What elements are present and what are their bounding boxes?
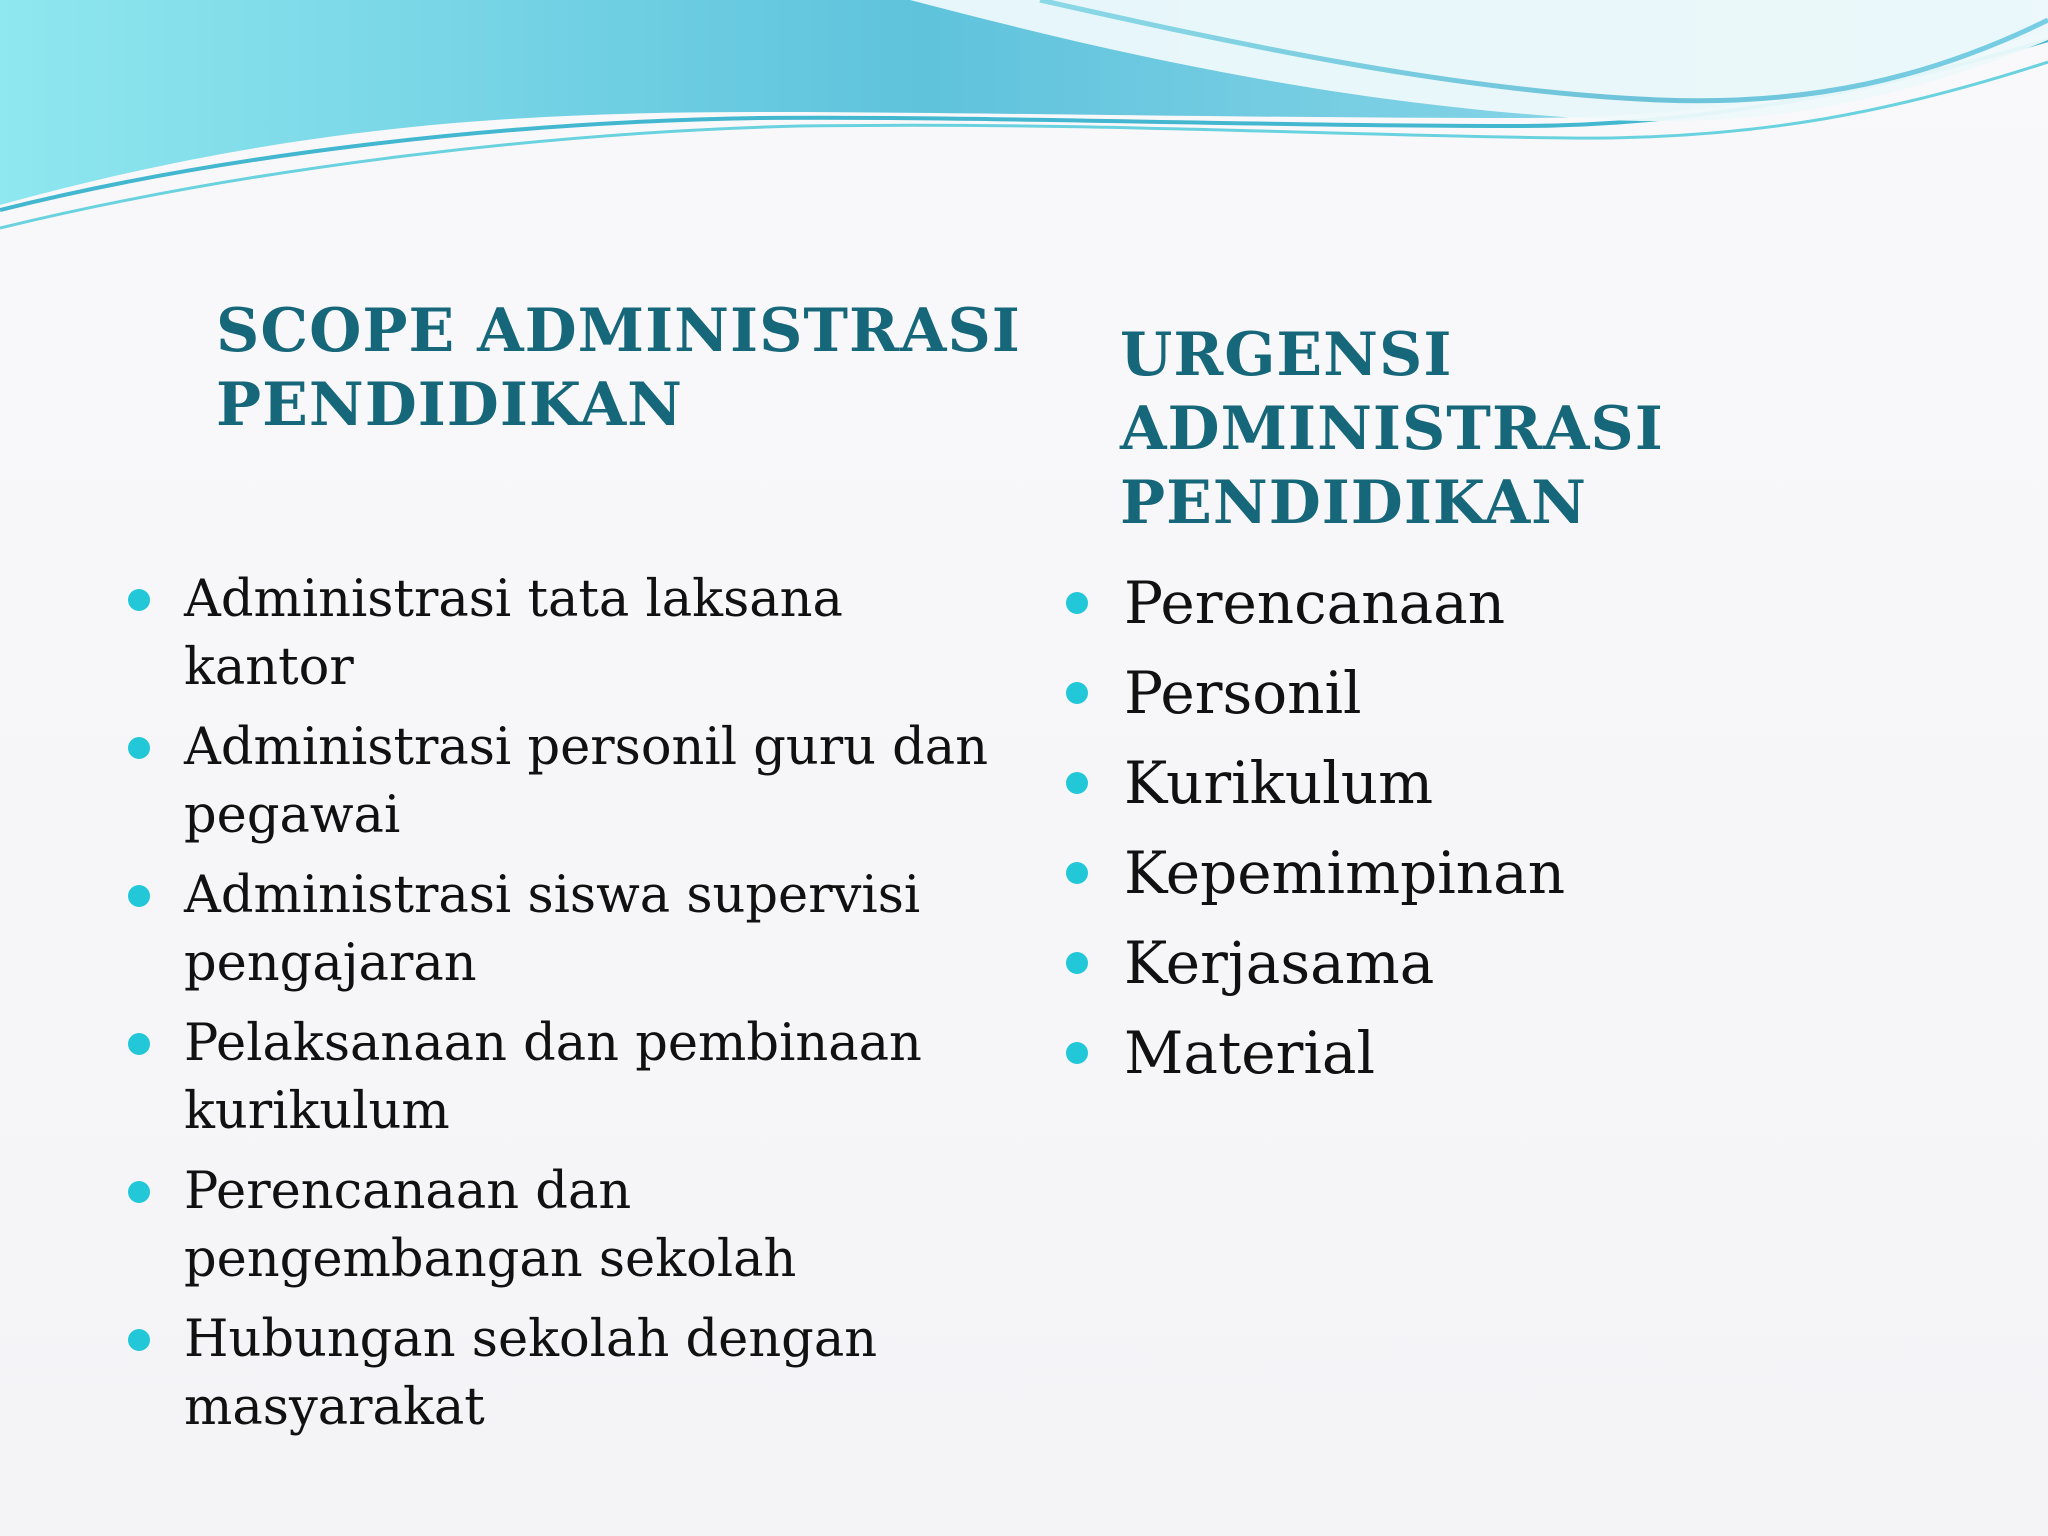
urgensi-item-text: Personil: [1124, 659, 1362, 727]
list-item: [128, 566, 1008, 702]
scope-item-text: Pelaksanaan dan pembinaan kurikulum: [184, 1014, 922, 1141]
list-item: [1066, 1014, 1946, 1092]
bullet-icon: [128, 589, 150, 611]
bullet-icon: [1066, 592, 1088, 614]
bullet-icon: [128, 1329, 150, 1351]
bullet-icon: [1066, 1042, 1088, 1064]
scope-item-text: Administrasi tata laksana kantor: [184, 570, 843, 697]
list-item: [128, 862, 1008, 998]
urgensi-heading: [1120, 318, 2000, 540]
list-item: [128, 1158, 1008, 1294]
list-item: [1066, 834, 1946, 912]
list-item: [1066, 654, 1946, 732]
bullet-icon: [128, 737, 150, 759]
bullet-icon: [128, 1033, 150, 1055]
urgensi-item-text: Kerjasama: [1124, 929, 1435, 997]
urgensi-heading-line-1: URGENSI ADMINISTRASI: [1120, 320, 1664, 464]
list-item: [1066, 564, 1946, 642]
urgensi-item-text: Kepemimpinan: [1124, 839, 1566, 907]
bullet-icon: [1066, 952, 1088, 974]
scope-item-text: Administrasi siswa supervisi pengajaran: [184, 866, 921, 993]
decorative-wave-banner: [0, 0, 2048, 240]
scope-item-text: Administrasi personil guru dan pegawai: [184, 718, 989, 845]
scope-heading-line-1: SCOPE ADMINISTRASI: [216, 296, 1021, 366]
scope-list: [128, 566, 1008, 1454]
urgensi-item-text: Kurikulum: [1124, 749, 1434, 817]
list-item: [128, 1306, 1008, 1442]
scope-item-text: Hubungan sekolah dengan masyarakat: [184, 1310, 878, 1437]
scope-heading-line-2: PENDIDIKAN: [216, 370, 684, 440]
bullet-icon: [1066, 772, 1088, 794]
bullet-icon: [128, 1181, 150, 1203]
urgensi-heading-line-2: PENDIDIKAN: [1120, 468, 1588, 538]
list-item: [128, 1010, 1008, 1146]
urgensi-item-text: Material: [1124, 1019, 1376, 1087]
scope-heading: [216, 294, 1036, 442]
list-item: [128, 714, 1008, 850]
urgensi-item-text: Perencanaan: [1124, 569, 1506, 637]
bullet-icon: [1066, 862, 1088, 884]
bullet-icon: [1066, 682, 1088, 704]
list-item: [1066, 744, 1946, 822]
bullet-icon: [128, 885, 150, 907]
list-item: [1066, 924, 1946, 1002]
scope-item-text: Perencanaan dan pengembangan sekolah: [184, 1162, 797, 1289]
urgensi-list: [1066, 564, 1946, 1104]
